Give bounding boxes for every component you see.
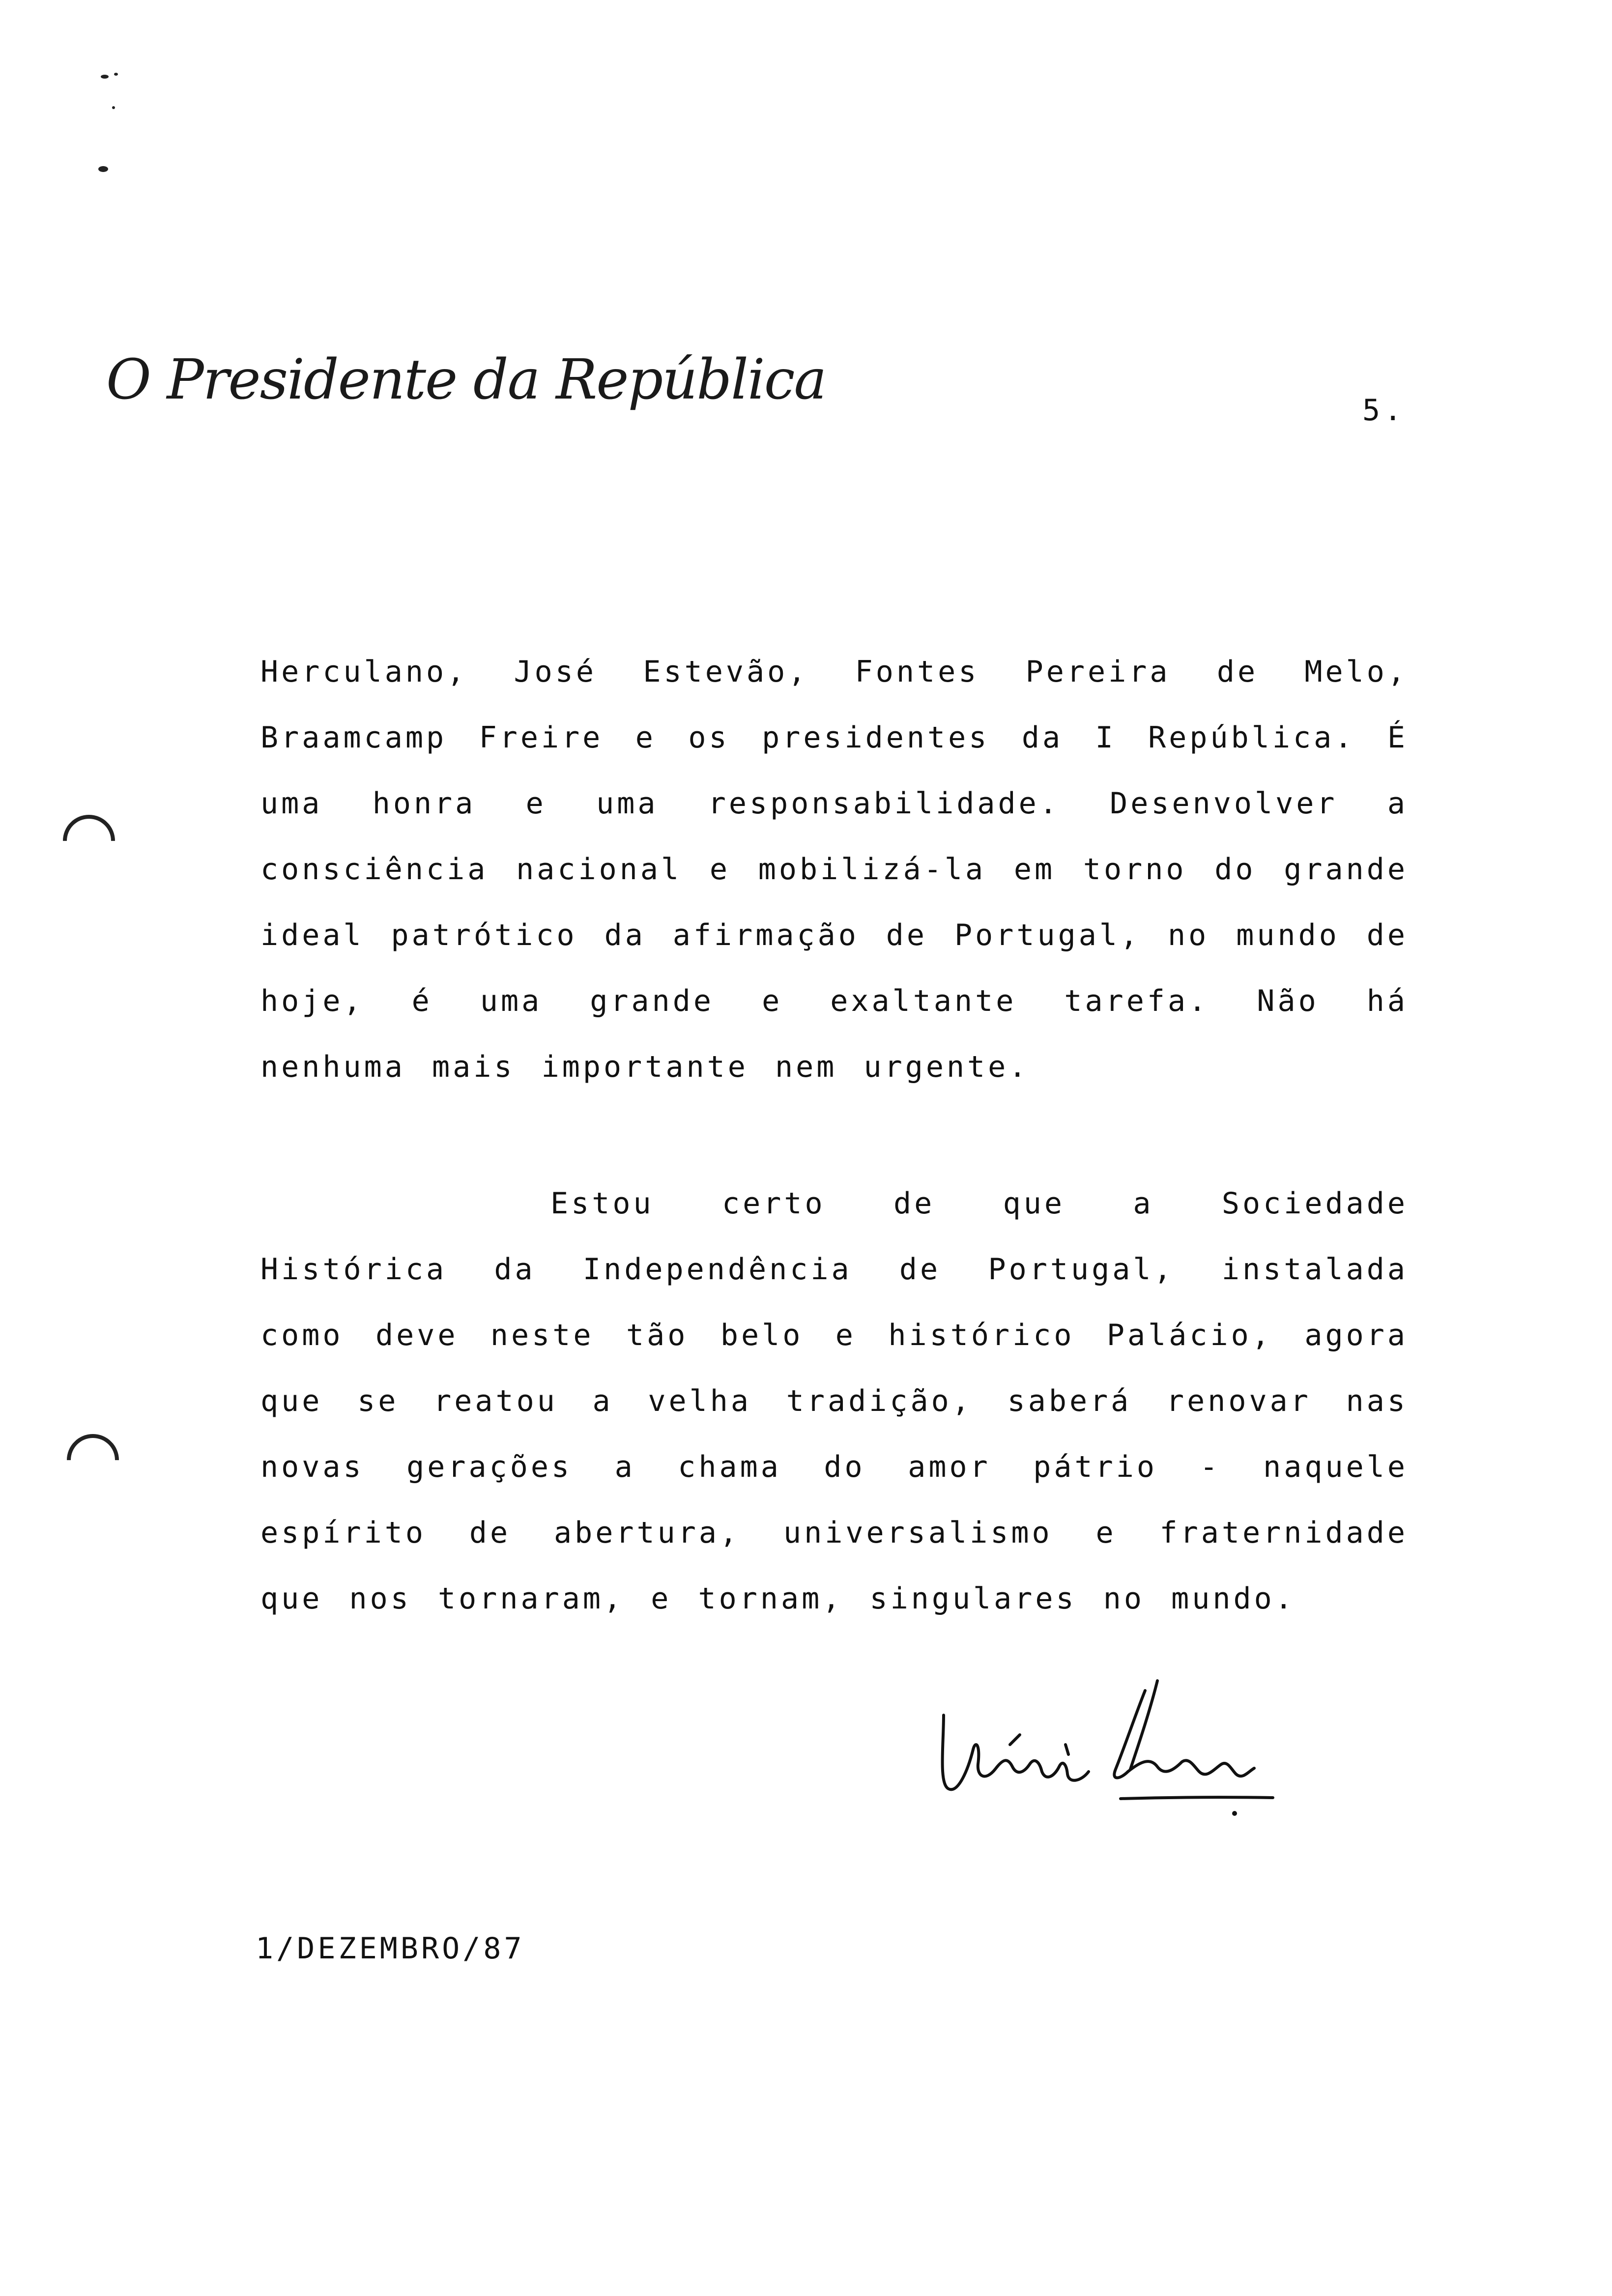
scan-speck: [101, 75, 109, 79]
letterhead-title: O Presidente da República: [106, 348, 826, 412]
body-paragraph-1: Herculano, José Estevão, Fontes Pereira de Melo, Braamcamp Freire e os presidentes da I República. É uma honra e uma responsabilidade. Desenvolver a consciência nacional e mobilizá-la em torno do grande ideal patrótico da afirmação de Portugal, no mundo de hoje, é uma grande e exaltante tarefa. Não há nenhuma mais importante nem urgente.: [260, 655, 1408, 1084]
handwritten-signature: [934, 1671, 1278, 1838]
page-number: 5.: [1362, 393, 1406, 428]
scan-speck: [112, 106, 115, 109]
date-line: 1/DEZEMBRO/87: [256, 1931, 525, 1966]
body-paragraph-2: Estou certo de que a Sociedade Histórica da Independência de Portugal, instalada como deve neste tão belo e histórico Palácio, agora que se reatou a velha tradição, saberá renovar nas novas gerações a chama do amor pátrio - naquele espírito de abertura, universalismo e fraternidade que nos tornaram, e tornam, singulares no mundo.: [260, 1186, 1408, 1616]
scan-speck: [98, 166, 108, 172]
punch-hole-mark: [56, 1423, 130, 1497]
punch-hole-mark: [52, 804, 126, 878]
scan-speck: [114, 73, 118, 76]
